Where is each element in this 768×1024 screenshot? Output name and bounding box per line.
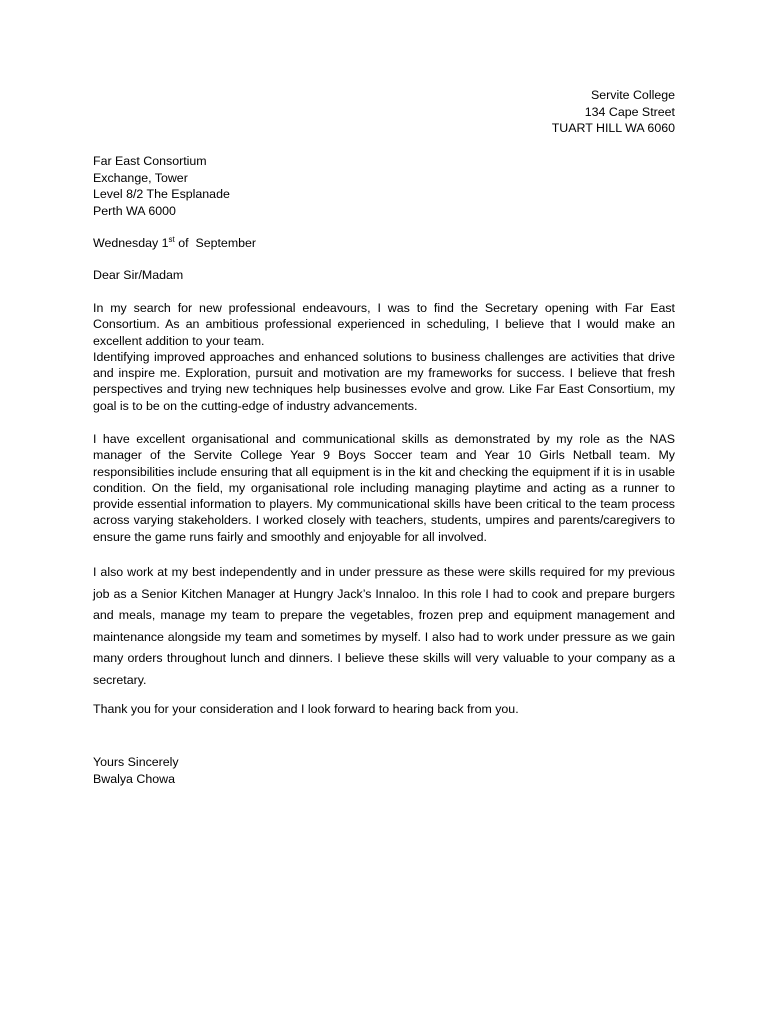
letter-date	[93, 235, 256, 252]
body-paragraph-1	[93, 300, 675, 414]
recipient-line-2: Exchange, Tower	[93, 170, 188, 185]
body-paragraph-4: Thank you for your consideration and I look forward to hearing back from you.	[93, 702, 519, 716]
signature-name: Bwalya Chowa	[93, 771, 175, 786]
letter-closing	[93, 754, 179, 787]
body-paragraph-1a: In my search for new professional endeavours, I was to find the Secretary opening with Far East Consortium. As an ambitious professional experienced in scheduling, I believe that I would make an excellent addition to your team.	[93, 301, 675, 348]
body-paragraph-2	[93, 431, 675, 545]
body-paragraph-3	[93, 562, 675, 692]
date-prefix: Wednesday 1	[93, 236, 169, 250]
body-paragraph-2-text: I have excellent organisational and communicational skills as demonstrated by my role as the NAS manager of the Servite College Year 9 Boys Soccer team and Year 10 Girls Netball team. My responsibilities include ensuring that all equipment is in the kit and checking the equipment if it is in usable condition. On the field, my organisational role including managing playtime and acting as a runner to provide essential information to players. My communicational skills have been critical to the team process across varying stakeholders. I worked closely with teachers, students, umpires and parents/caregivers to ensure the game runs fairly and smoothly and enjoyable for all involved.	[93, 432, 675, 544]
date-suffix: of September	[174, 236, 257, 250]
recipient-line-1: Far East Consortium	[93, 154, 207, 168]
sender-street: 134 Cape Street	[584, 104, 675, 119]
body-paragraph-1b: Identifying improved approaches and enhanced solutions to business challenges are activities that drive and inspire me. Exploration, pursuit and motivation are my frameworks for success. I believe that fresh perspectives and trying new techniques help businesses evolve and grow. Like Far East Consortium, my goal is to be on the cutting-edge of industry advancements.	[93, 349, 675, 413]
sender-address	[552, 87, 675, 137]
sender-city: TUART HILL WA 6060	[551, 121, 675, 135]
recipient-line-3: Level 8/2 The Esplanade	[93, 187, 230, 201]
date-ordinal: st	[168, 235, 175, 244]
sender-name: Servite College	[590, 88, 675, 102]
salutation: Dear Sir/Madam	[93, 268, 184, 282]
valediction: Yours Sincerely	[93, 755, 179, 769]
recipient-address	[93, 153, 230, 219]
body-paragraph-3-text: I also work at my best independently and in under pressure as these were skills required for my previous job as a Senior Kitchen Manager at Hungry Jack’s Innaloo. In this role I had to cook and prepare burgers and meals, manage my team to prepare the vegetables, frozen prep and equipment management and maintenance alongside my team and sometimes by myself. I also had to work under pressure as we gain many orders throughout lunch and dinners. I believe these skills will very valuable to your company as a secretary.	[93, 565, 675, 687]
recipient-line-4: Perth WA 6000	[93, 203, 176, 218]
